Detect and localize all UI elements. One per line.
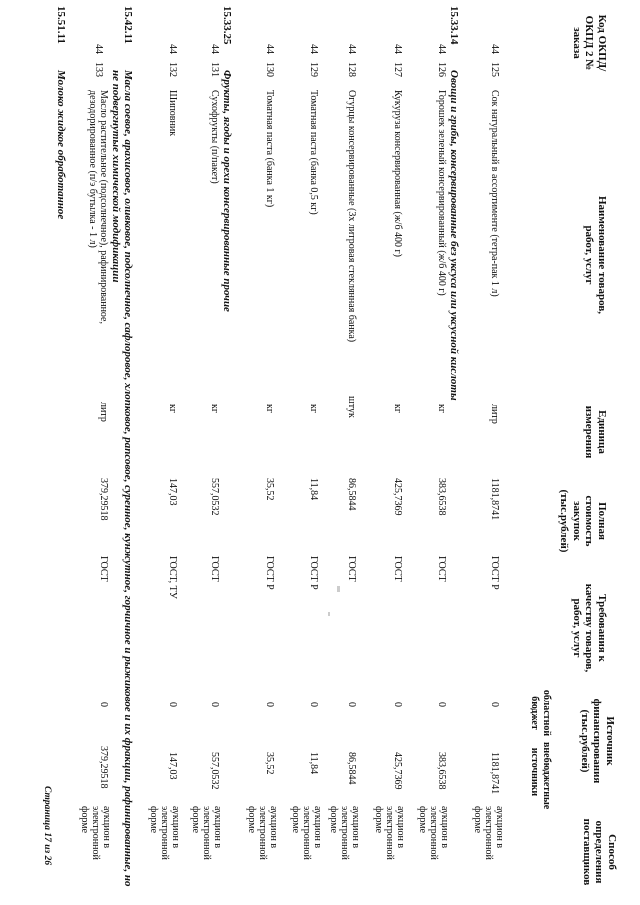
row-128-num: 128 [346,62,357,77]
row-131-section: 44 [209,44,220,54]
row-127-num: 127 [392,62,403,77]
row-127-regional: 0 [392,702,403,707]
page-number: Страница 17 из 26 [42,786,52,866]
row-132-unit: кг [167,404,178,413]
row-125-method: аукцион в электронной форме [472,806,505,860]
row-131-regional: 0 [209,702,220,707]
row-132-offbudget: 147,03 [167,752,178,780]
header-name: Наименование товаров, работ, услуг [583,195,608,315]
row-133-num: 133 [93,62,104,77]
header-total: Полная стоимость закупок (тыс.рублей) [558,489,608,553]
row-133-section: 44 [93,44,104,54]
row-128-req: ГОСТ [346,556,357,582]
row-125-regional: 0 [489,702,500,707]
row-125-offbudget: 1181,8741 [489,752,500,795]
row-125-total: 1181,8741 [489,478,500,521]
row-131-req: ГОСТ [209,556,220,582]
row-130-req: ГОСТ Р [264,556,275,590]
row-131-num: 131 [209,62,220,77]
row-131-unit: кг [209,404,220,413]
row-127-unit: кг [392,404,403,413]
row-126-num: 126 [436,62,447,77]
row-129-num: 129 [308,62,319,77]
group-15-42-11-name: Масла соевое, арахисовое, оливковое, подсолнечное, сафлоровое, хлопковое, рапсовое, суренное, кунжутное, горчичное и рыжиковое и их фракции, рафинированные, но не подвергнутые химической модификации [109,70,134,887]
group-15-33-25-name: Фрукты, ягоды и орехи консервированные прочие [221,70,233,312]
row-127-req: ГОСТ [392,556,403,582]
row-133-total: 379,29518 [98,478,109,521]
row-126-section: 44 [436,44,447,54]
group-15-33-14-code: 15.33.14 [448,6,460,45]
row-125-name: Сок натуральный в ассортименте (тетра-пак 1 л) [489,90,500,297]
header-requirements: Требования к качеству товаров, работ, услуг [570,583,608,673]
row-126-offbudget: 383,6538 [436,752,447,790]
row-132-total: 147,03 [167,478,178,506]
row-129-total: 11,84 [308,478,319,501]
scan-noise [337,586,340,592]
header-method: Способ определения поставщиков [580,818,618,886]
header-funding: Источник финансирования (тыс.рублей) [578,698,616,784]
row-128-total: 86,5844 [346,478,357,511]
row-129-unit: кг [308,404,319,413]
group-15-42-11-code: 15.42.11 [122,6,134,44]
row-128-regional: 0 [346,702,357,707]
row-132-num: 132 [167,62,178,77]
row-131-offbudget: 557,0532 [209,752,220,790]
row-130-total: 35,52 [264,478,275,501]
row-131-name: Сухофрукты (п/пакет) [209,90,220,184]
row-129-name: Томатная паста (банка 0,5 кг) [308,90,319,215]
row-132-regional: 0 [167,702,178,707]
row-130-unit: кг [264,404,275,413]
row-129-req: ГОСТ Р [308,556,319,590]
row-129-section: 44 [308,44,319,54]
group-15-51-11-code: 15.51.11 [55,6,67,44]
row-126-name: Горошек зеленый консервированный (ж/б 400 г) [436,90,447,296]
row-129-offbudget: 11,84 [308,752,319,775]
row-130-num: 130 [264,62,275,77]
row-132-method: аукцион в электронной форме [148,806,181,860]
row-130-method: аукцион в электронной форме [246,806,279,860]
row-128-unit: штук [346,396,357,418]
row-133-name: Масло растительное (подсолнечное), рафинированное, дезодорированное (п/э бутылка - 1 л) [86,90,109,324]
row-131-total: 557,0532 [209,478,220,516]
row-132-section: 44 [167,44,178,54]
row-127-method: аукцион в электронной форме [373,806,406,860]
row-128-section: 44 [346,44,357,54]
row-133-method: аукцион в электронной форме [79,806,112,860]
row-126-regional: 0 [436,702,447,707]
scan-noise [328,612,330,616]
group-15-33-25-code: 15.33.25 [221,6,233,45]
row-131-method: аукцион в электронной форме [190,806,223,860]
row-130-name: Томатная паста (банка 1 кг) [264,90,275,208]
row-133-req: ГОСТ [98,556,109,582]
row-126-unit: кг [436,404,447,413]
row-130-offbudget: 35,52 [264,752,275,775]
row-133-unit: литр [98,402,109,422]
row-132-req: ГОСТ, ТУ [167,556,178,599]
row-125-unit: литр [489,404,500,424]
row-125-req: ГОСТ Р [489,556,500,590]
row-127-total: 425,7369 [392,478,403,516]
group-15-51-11-name: Молоко жидкое обработанное [55,70,67,220]
header-unit: Единица измерения [583,405,608,459]
row-133-regional: 0 [98,702,109,707]
group-15-33-14-name: Овощи и грибы, консервированные без уксуса или уксусной кислоты [448,70,460,401]
row-130-section: 44 [264,44,275,54]
header-funding-offbudget: внебюджетные источники [529,742,552,810]
row-127-offbudget: 425,7369 [392,752,403,790]
header-code: Код ОКПД/ ОКПД 2 № заказа [570,14,608,72]
row-127-name: Кукуруза консервированная (ж/б 400 г) [392,90,403,257]
row-129-method: аукцион в электронной форме [290,806,323,860]
row-125-num: 125 [489,62,500,77]
row-127-section: 44 [392,44,403,54]
row-130-regional: 0 [264,702,275,707]
row-128-method: аукцион в электронной форме [328,806,361,860]
row-128-offbudget: 86,5844 [346,752,357,785]
header-funding-regional: областной бюджет [529,689,552,737]
row-125-section: 44 [489,44,500,54]
row-126-total: 383,6538 [436,478,447,516]
row-132-name: Шиповник [167,90,178,137]
row-126-method: аукцион в электронной форме [417,806,450,860]
row-128-name: Огурцы консервированные (3х литровая стеклянная банка) [346,90,357,343]
row-129-regional: 0 [308,702,319,707]
row-126-req: ГОСТ [436,556,447,582]
row-133-offbudget: 379,29518 [98,746,109,789]
